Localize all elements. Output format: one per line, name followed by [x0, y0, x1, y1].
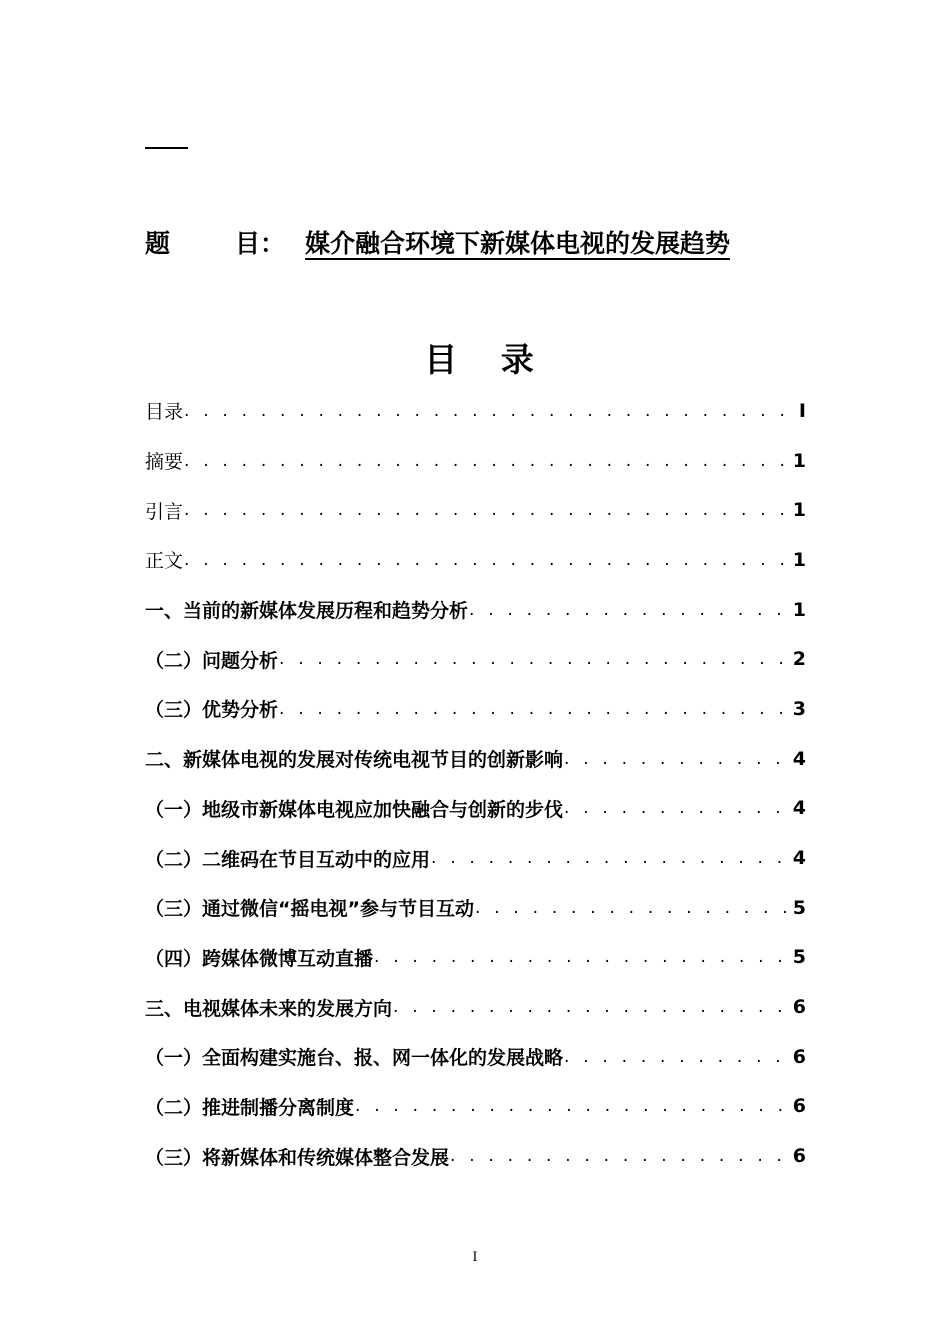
page-number-footer: I — [472, 1250, 478, 1265]
toc-entry-page-number: 1 — [792, 449, 806, 472]
toc-entry[interactable] — [145, 933, 806, 983]
toc-entry-page-number: 6 — [792, 1095, 806, 1118]
header-rule — [145, 147, 188, 149]
toc-entry[interactable] — [145, 982, 806, 1032]
toc-entry-page-number: 1 — [792, 548, 806, 571]
toc-dot-leader — [184, 451, 789, 471]
toc-entry[interactable] — [145, 684, 806, 734]
toc-entry-label: （三）将新媒体和传统媒体整合发展 — [145, 1146, 450, 1169]
title-label-char-1: 题 — [145, 229, 171, 258]
toc-entry-label: 引言 — [145, 500, 184, 523]
toc-entry-label: （二）推进制播分离制度 — [145, 1096, 355, 1119]
toc-entry-label: （三）通过微信“摇电视”参与节目互动 — [145, 898, 474, 921]
toc-entry-page-number: I — [798, 399, 806, 422]
toc-entry-page-number: 2 — [792, 648, 806, 671]
toc-entry-label: （一）全面构建实施台、报、网一体化的发展战略 — [145, 1047, 564, 1070]
toc-entry[interactable] — [145, 634, 806, 684]
toc-entry[interactable] — [145, 436, 806, 486]
toc-dot-leader — [279, 699, 789, 719]
toc-dot-leader — [431, 848, 789, 868]
toc-entry[interactable] — [145, 833, 806, 883]
toc-dot-leader — [564, 798, 789, 818]
toc-dot-leader — [184, 500, 789, 520]
toc-entry-label: 二、新媒体电视的发展对传统电视节目的创新影响 — [145, 749, 564, 772]
thesis-title: 媒介融合环境下新媒体电视的发展趋势 — [305, 229, 731, 258]
toc-entry[interactable] — [145, 535, 806, 585]
toc-dot-leader — [475, 898, 789, 918]
toc-entry-label: 一、当前的新媒体发展历程和趋势分析 — [145, 600, 469, 623]
toc-entry[interactable] — [145, 585, 806, 635]
toc-dot-leader — [393, 997, 789, 1017]
toc-entry-page-number: 6 — [792, 1045, 806, 1068]
toc-entry-label: （三）优势分析 — [145, 699, 279, 722]
toc-entry[interactable] — [145, 883, 806, 933]
toc-entry-label: （二）二维码在节目互动中的应用 — [145, 848, 431, 871]
toc-dot-leader — [564, 749, 789, 769]
toc-entry-page-number: 5 — [792, 896, 806, 919]
toc-entry-label: 摘要 — [145, 451, 184, 474]
table-of-contents — [145, 386, 806, 1181]
toc-dot-leader — [355, 1096, 789, 1116]
toc-heading: 目 录 — [424, 340, 550, 379]
toc-entry[interactable] — [145, 485, 806, 535]
toc-entry-page-number: 3 — [792, 697, 806, 720]
toc-entry-label: （一）地级市新媒体电视应加快融合与创新的步伐 — [145, 798, 564, 821]
toc-dot-leader — [564, 1047, 789, 1067]
toc-entry[interactable] — [145, 784, 806, 834]
toc-dot-leader — [450, 1146, 789, 1166]
toc-entry[interactable] — [145, 386, 806, 436]
title-label — [145, 224, 285, 260]
toc-dot-leader — [374, 947, 789, 967]
toc-entry-label: 正文 — [145, 550, 184, 573]
toc-dot-leader — [184, 401, 790, 421]
toc-entry[interactable] — [145, 1032, 806, 1082]
toc-entry-page-number: 4 — [792, 747, 806, 770]
toc-entry-label: （四）跨媒体微博互动直播 — [145, 947, 374, 970]
toc-dot-leader — [184, 550, 789, 570]
toc-dot-leader — [469, 600, 789, 620]
toc-entry-page-number: 1 — [792, 499, 806, 522]
toc-entry-page-number: 1 — [792, 598, 806, 621]
thesis-title-row — [145, 222, 730, 262]
toc-dot-leader — [279, 649, 789, 669]
toc-entry-page-number: 4 — [792, 797, 806, 820]
toc-entry-page-number: 5 — [792, 946, 806, 969]
toc-entry-page-number: 4 — [792, 847, 806, 870]
toc-entry-label: 三、电视媒体未来的发展方向 — [145, 997, 393, 1020]
toc-entry[interactable] — [145, 734, 806, 784]
toc-entry-label: （二）问题分析 — [145, 649, 279, 672]
toc-entry[interactable] — [145, 1131, 806, 1181]
title-label-char-2: 目： — [234, 229, 285, 258]
toc-entry-label: 目录 — [145, 401, 184, 424]
toc-entry-page-number: 6 — [792, 1145, 806, 1168]
toc-entry[interactable] — [145, 1082, 806, 1132]
toc-entry-page-number: 6 — [792, 996, 806, 1019]
